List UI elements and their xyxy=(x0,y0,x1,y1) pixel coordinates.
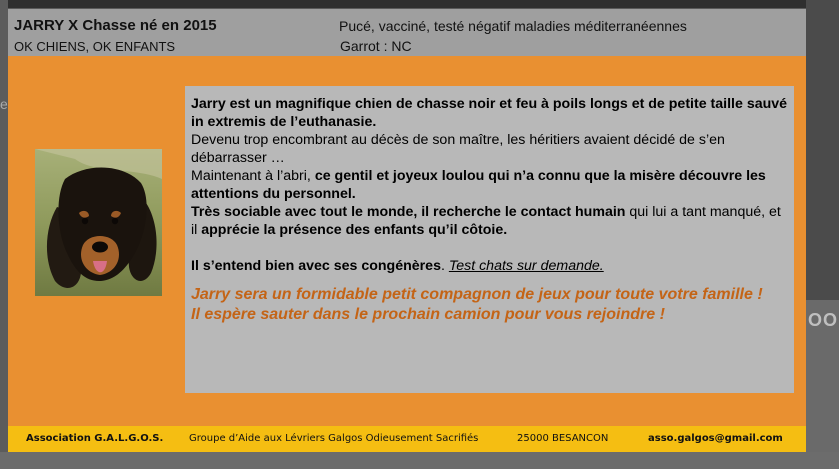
sociability-paragraph xyxy=(191,203,791,239)
closing-line-2: Il espère sauter dans le prochain camion pour vous rejoindre ! xyxy=(191,306,665,323)
current-situation-paragraph xyxy=(191,167,791,203)
slide-header xyxy=(8,9,806,56)
current-prefix: Maintenant à l’abri, xyxy=(191,168,315,184)
background-peek-left-text: e xyxy=(0,96,8,112)
compatibility-line: OK CHIENS, OK ENFANTS xyxy=(14,39,176,54)
garrot-height: Garrot : NC xyxy=(340,38,412,54)
association-full-name: Groupe d’Aide aux Lévriers Galgos Odieusement Sacrifiés xyxy=(189,433,479,444)
congeners-separator: . xyxy=(440,258,449,274)
association-label: Association G.A.L.G.O.S. xyxy=(26,433,164,444)
sociability-bold: Très sociable avec tout le monde, il recherche le contact humain xyxy=(191,204,626,220)
health-status: Pucé, vacciné, testé négatif maladies méditerranéennes xyxy=(339,18,687,34)
background-top-strip xyxy=(0,0,839,8)
dog-photo xyxy=(35,149,162,296)
cats-test-note: Test chats sur demande. xyxy=(448,258,604,274)
dog-photo-icon xyxy=(35,149,162,296)
congeners-paragraph xyxy=(191,257,791,275)
paragraph-gap xyxy=(191,239,791,257)
sociability-plain: qui lui a tant manqué, et il xyxy=(191,204,781,238)
adoption-slide xyxy=(8,9,806,452)
current-bold: ce gentil et joyeux loulou qui n’a connu que la misère découvre les attentions du personnel. xyxy=(191,168,766,202)
dog-title: JARRY X Chasse né en 2015 xyxy=(14,17,217,34)
children-bold: apprécie la présence des enfants qu’il côtoie. xyxy=(201,222,508,238)
description-text xyxy=(191,95,791,325)
association-email[interactable]: asso.galgos@gmail.com xyxy=(648,433,783,444)
association-footer xyxy=(8,426,806,452)
description-box xyxy=(185,86,794,393)
background-peek-text: OO xyxy=(808,310,839,330)
background-left-edge xyxy=(0,0,8,469)
association-city: 25000 BESANCON xyxy=(517,433,609,444)
congeners-bold: Il s’entend bien avec ses congénères xyxy=(191,258,441,274)
intro-paragraph: Jarry est un magnifique chien de chasse noir et feu à poils longs et de petite taille sauvé in extremis de l’euthanasie. xyxy=(191,96,788,130)
history-paragraph: Devenu trop encombrant au décès de son maître, les héritiers avaient décidé de s’en débarrasser … xyxy=(191,132,725,166)
closing-line-1: Jarry sera un formidable petit compagnon de jeux pour toute votre famille ! xyxy=(191,286,763,303)
closing-paragraph xyxy=(191,285,791,325)
background-bottom-strip xyxy=(0,452,839,469)
